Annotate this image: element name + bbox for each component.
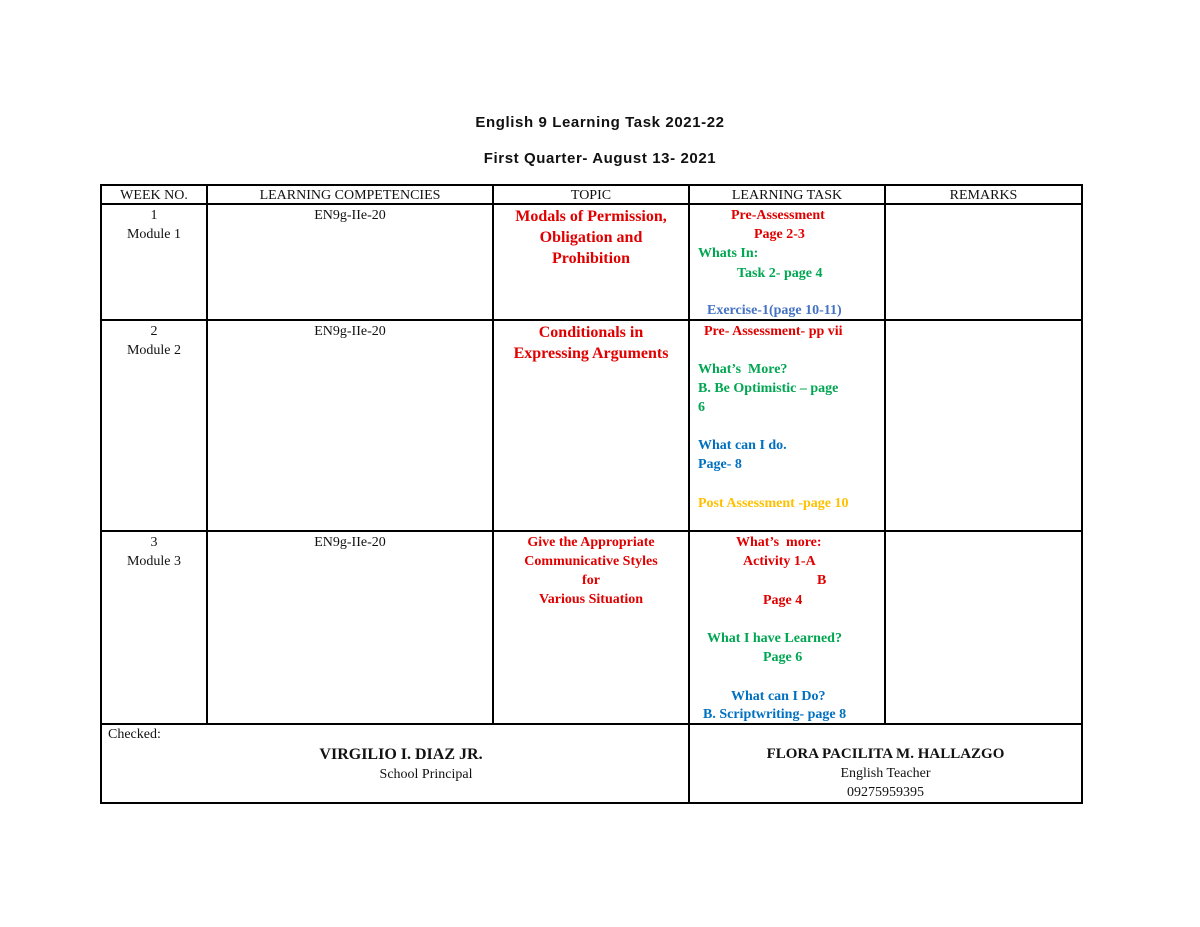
row3-task-whats-more: What’s more:: [736, 535, 822, 550]
row1-competency: EN9g-IIe-20: [314, 208, 386, 223]
row2-topic: [494, 322, 688, 364]
row3-task-page-4: Page 4: [763, 593, 803, 608]
row3-competency: EN9g-IIe-20: [314, 535, 386, 550]
row3-task-scriptwriting: B. Scriptwriting- page 8: [703, 707, 847, 722]
topic-line: Prohibition: [552, 250, 630, 267]
topic-line: for: [582, 573, 600, 588]
table-border-left: [100, 184, 102, 804]
week-number: 3: [150, 535, 158, 550]
row2-task-post-assessment: Post Assessment -page 10: [698, 496, 849, 511]
col-divider: [688, 184, 690, 804]
row1-task-pre-assessment: Pre-Assessment: [731, 208, 825, 223]
row3-task-activity: Activity 1-A: [743, 554, 816, 569]
col-header-competencies: LEARNING COMPETENCIES: [259, 188, 441, 203]
row3-week: [102, 533, 206, 571]
topic-line: Give the Appropriate: [527, 535, 655, 550]
row3-task-page-6: Page 6: [763, 650, 803, 665]
week-number: 2: [150, 324, 158, 339]
module-label: Module 2: [126, 343, 182, 358]
row2-task-be-optimistic: B. Be Optimistic – page: [698, 381, 839, 396]
topic-line: Various Situation: [538, 592, 644, 607]
principal-block: [208, 744, 594, 784]
row2-task-page-8: Page- 8: [698, 457, 742, 472]
teacher-block: [690, 744, 1081, 802]
col-header-remarks: REMARKS: [949, 188, 1018, 203]
table-border-right: [1081, 184, 1083, 804]
learning-task-table: [100, 184, 1083, 804]
row3-task-b: B: [817, 573, 827, 588]
col-divider: [884, 184, 886, 725]
row3-topic: [494, 533, 688, 609]
row1-topic: [494, 206, 688, 269]
row2-week: [102, 322, 206, 360]
topic-line: Conditionals in: [538, 324, 644, 341]
row1-task-page: Page 2-3: [754, 227, 805, 242]
week-number: 1: [150, 208, 158, 223]
topic-line: Expressing Arguments: [513, 345, 669, 362]
topic-line: Obligation and: [539, 229, 643, 246]
module-label: Module 1: [126, 227, 182, 242]
col-divider: [206, 184, 208, 725]
principal-name: VIRGILIO I. DIAZ JR.: [319, 746, 483, 763]
row3-task-what-can-i-do: What can I Do?: [731, 689, 826, 704]
principal-title: School Principal: [379, 767, 473, 782]
col-header-week: WEEK NO.: [120, 188, 188, 203]
row1-task-task2: Task 2- page 4: [737, 266, 823, 281]
module-label: Module 3: [126, 554, 182, 569]
row-divider: [100, 530, 1083, 532]
teacher-phone: 09275959395: [847, 785, 924, 800]
table-border-bottom: [100, 802, 1083, 804]
teacher-name: FLORA PACILITA M. HALLAZGO: [766, 746, 1005, 762]
topic-line: Modals of Permission,: [515, 208, 667, 225]
doc-title: English 9 Learning Task 2021-22: [475, 114, 725, 131]
col-header-topic: TOPIC: [570, 188, 612, 203]
row-divider: [100, 723, 1083, 725]
row2-task-whats-more: What’s More?: [698, 362, 788, 377]
doc-subtitle: First Quarter- August 13- 2021: [483, 150, 717, 167]
col-header-learning-task: LEARNING TASK: [731, 188, 843, 203]
row1-task-whats-in: Whats In:: [698, 246, 759, 261]
row-divider: [100, 319, 1083, 321]
row1-week: [102, 206, 206, 244]
teacher-title: English Teacher: [840, 766, 931, 781]
row1-task-exercise: Exercise-1(page 10-11): [707, 303, 842, 318]
row2-task-page-6: 6: [698, 400, 705, 415]
row3-task-what-i-learned: What I have Learned?: [707, 631, 842, 646]
topic-line: Communicative Styles: [524, 554, 658, 569]
row2-task-pre-assessment: Pre- Assessment- pp vii: [704, 324, 843, 339]
row2-competency: EN9g-IIe-20: [314, 324, 386, 339]
row2-task-what-can-i-do: What can I do.: [698, 438, 787, 453]
checked-label: Checked:: [108, 727, 161, 742]
